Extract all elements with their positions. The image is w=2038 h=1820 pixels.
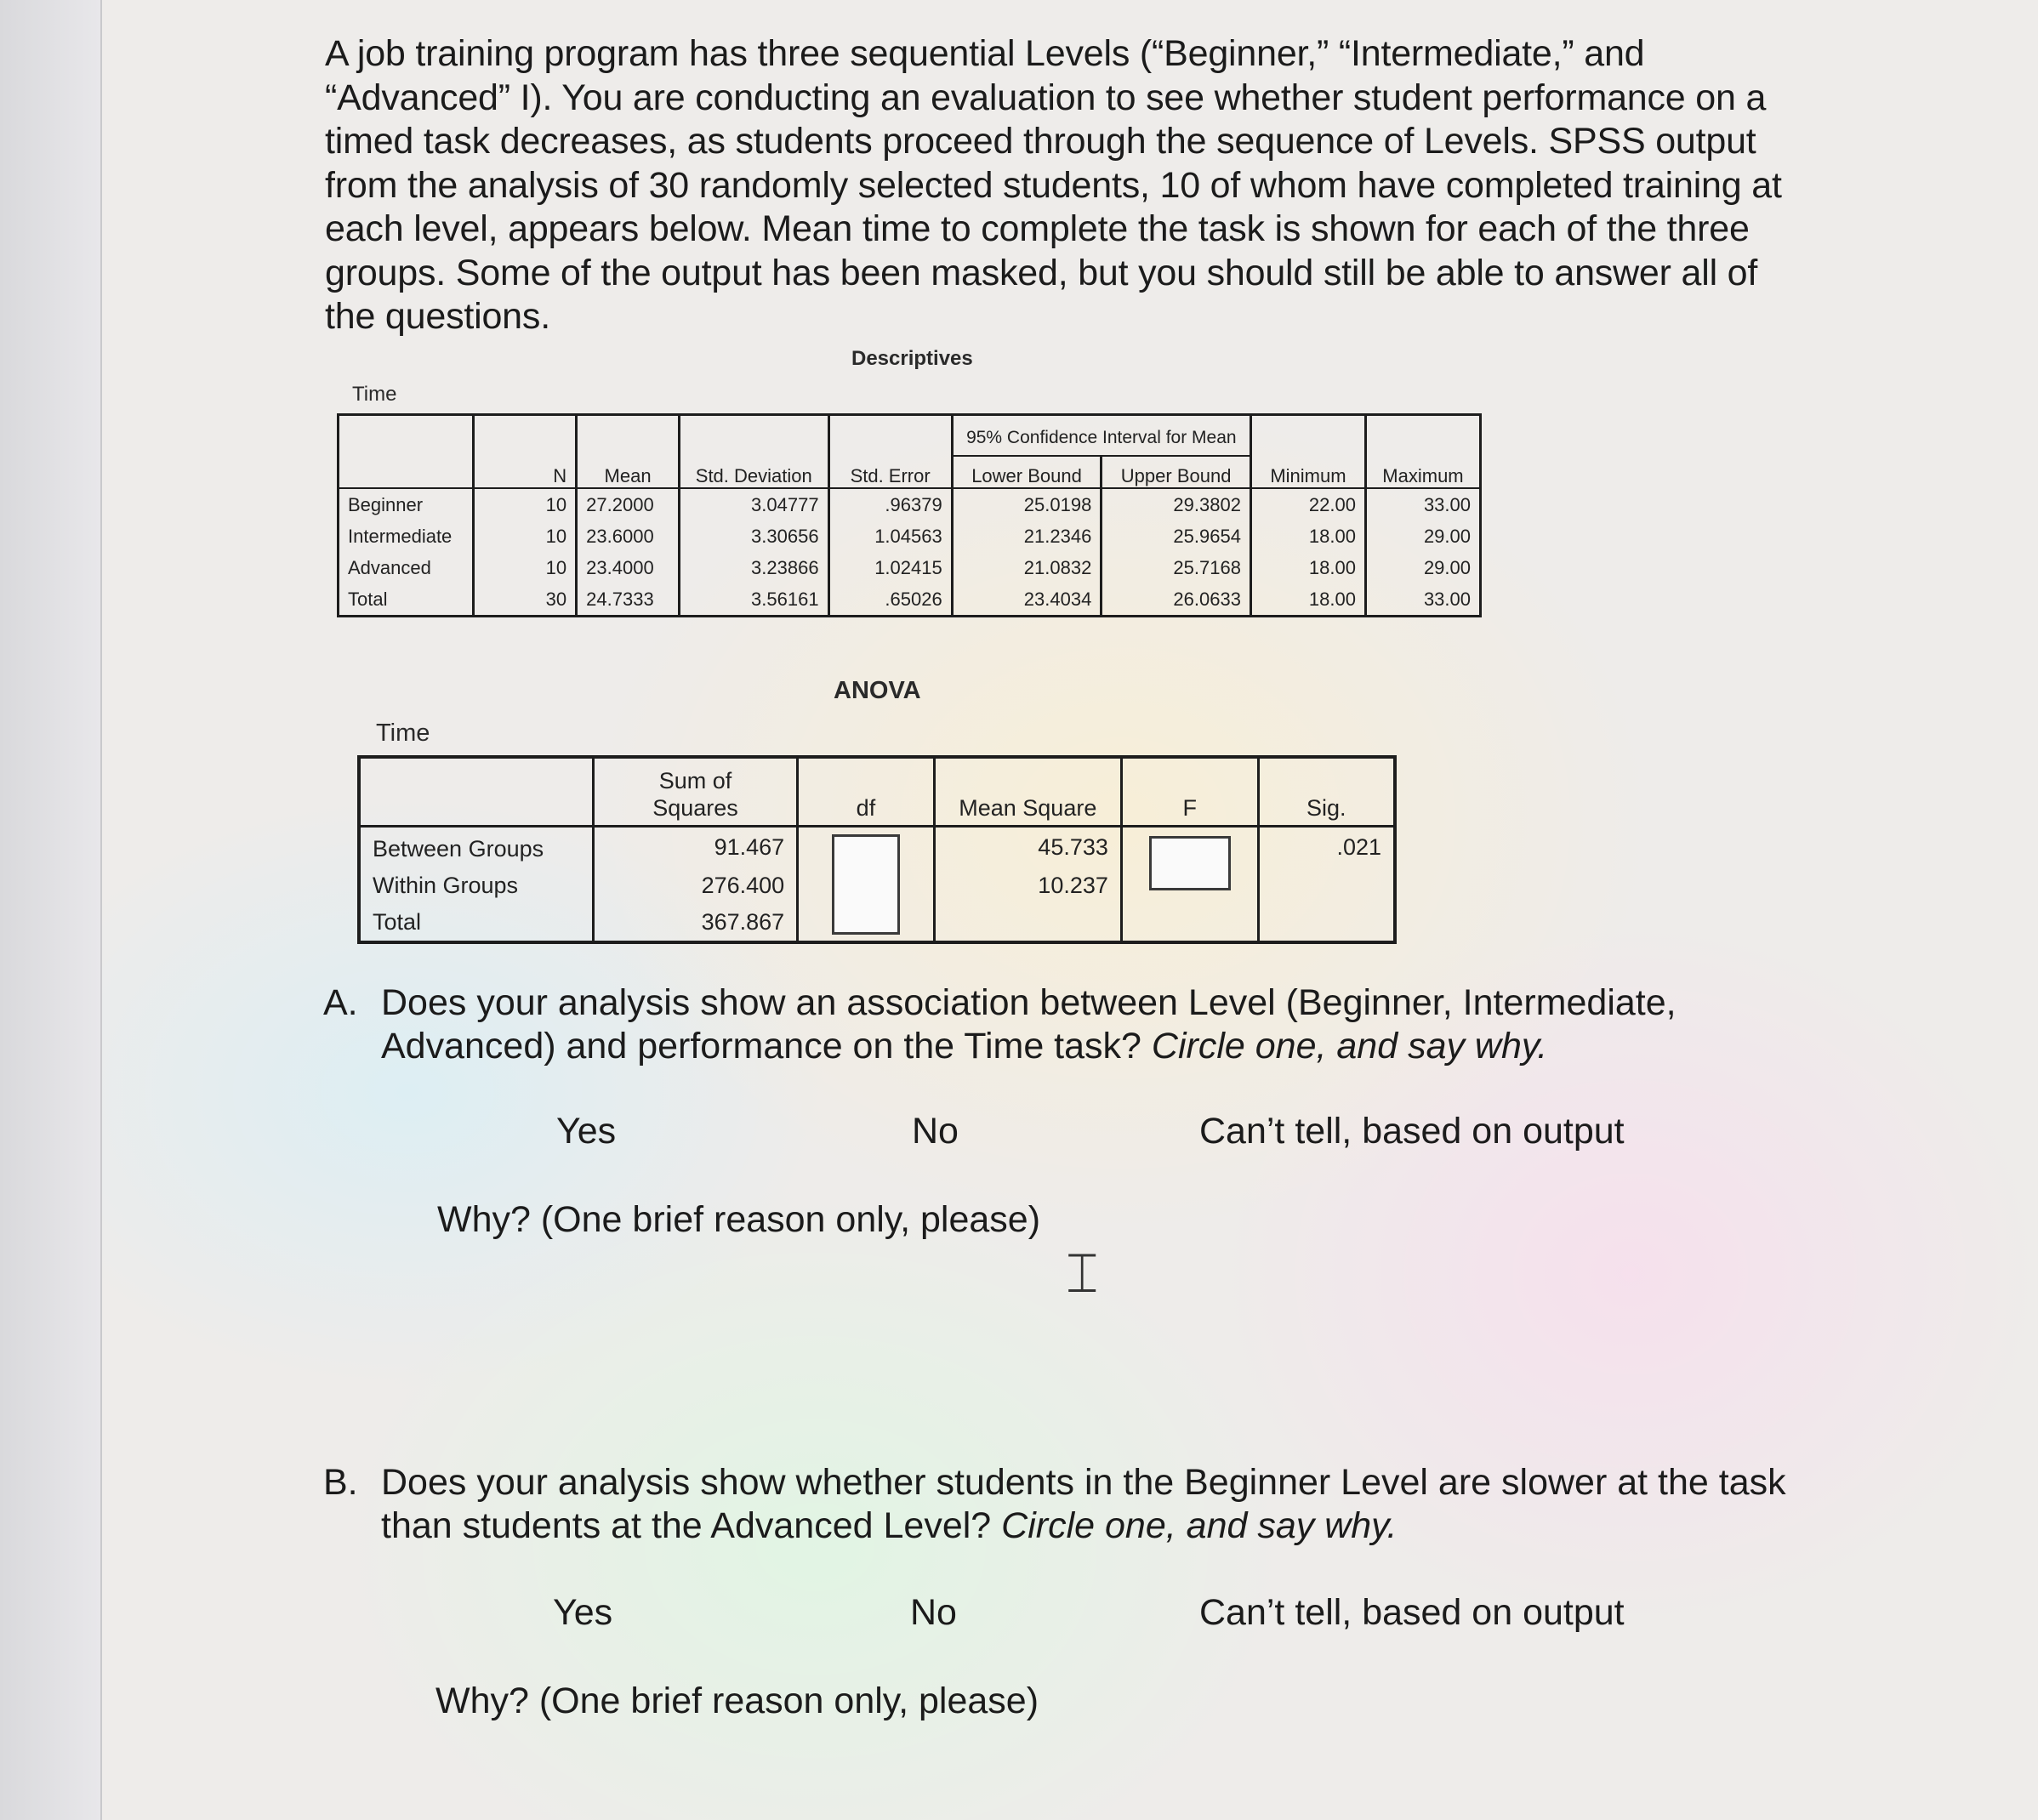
descriptives-table bbox=[337, 413, 1482, 617]
anova-title: ANOVA bbox=[834, 677, 921, 704]
question-b-choice-yes[interactable]: Yes bbox=[553, 1592, 613, 1633]
col-lower-bound: Lower Bound bbox=[971, 465, 1082, 486]
question-a bbox=[323, 981, 1786, 1068]
anova-variable-label: Time bbox=[376, 719, 430, 747]
col-f: F bbox=[1182, 795, 1197, 821]
masked-f-box bbox=[1149, 836, 1231, 890]
col-maximum: Maximum bbox=[1382, 465, 1464, 486]
col-sum-of-squares: Sum of Squares bbox=[652, 768, 738, 821]
table-row: Beginner 10 27.2000 3.04777 .96379 25.0198 29.3802 22.00 33.00 bbox=[339, 488, 1481, 520]
table-row: Total 30 24.7333 3.56161 .65026 23.4034 26.0633 18.00 33.00 bbox=[339, 583, 1481, 617]
question-a-why-prompt: Why? (One brief reason only, please) bbox=[437, 1199, 1041, 1240]
question-b-choice-no[interactable]: No bbox=[910, 1592, 957, 1633]
col-upper-bound: Upper Bound bbox=[1120, 465, 1232, 486]
col-std-error: Std. Error bbox=[850, 465, 931, 486]
question-a-instruction: Circle one, and say why. bbox=[1151, 1026, 1548, 1066]
table-row: Between Groups 91.467 45.733 .021 bbox=[359, 827, 1395, 868]
question-a-letter: A. bbox=[323, 982, 358, 1023]
question-b-instruction: Circle one, and say why. bbox=[1001, 1505, 1398, 1546]
question-a-choice-no[interactable]: No bbox=[912, 1111, 959, 1152]
question-b-letter: B. bbox=[323, 1462, 358, 1503]
question-a-choice-cant-tell[interactable]: Can’t tell, based on output bbox=[1199, 1111, 1625, 1152]
ci-header: 95% Confidence Interval for Mean bbox=[966, 428, 1237, 447]
descriptives-title: Descriptives bbox=[851, 347, 973, 370]
masked-df-box bbox=[832, 834, 900, 935]
descriptives-variable-label: Time bbox=[352, 383, 397, 406]
text-cursor-icon: ⌶ bbox=[1066, 1243, 1099, 1305]
table-row: Total 367.867 bbox=[359, 904, 1395, 942]
table-row: Advanced 10 23.4000 3.23866 1.02415 21.0832 25.7168 18.00 29.00 bbox=[339, 552, 1481, 583]
col-mean: Mean bbox=[604, 465, 652, 486]
question-b-text: Does your analysis show whether students in the Beginner Level are slower at the task than students at the Advanced Level? bbox=[381, 1462, 1786, 1546]
col-sig: Sig. bbox=[1306, 795, 1346, 821]
page-edge bbox=[0, 0, 102, 1820]
question-b bbox=[323, 1461, 1786, 1548]
table-row: Intermediate 10 23.6000 3.30656 1.04563 21.2346 25.9654 18.00 29.00 bbox=[339, 520, 1481, 552]
question-a-choice-yes[interactable]: Yes bbox=[556, 1111, 617, 1152]
col-std-deviation: Std. Deviation bbox=[695, 465, 812, 486]
intro-paragraph: A job training program has three sequential Levels (“Beginner,” “Intermediate,” and “Advanced” I). You are conducting an evaluation to see whether student performance on a timed task decreases, as students proceed through the sequence of Levels. SPSS output from the analysis of 30 randomly selected students, 10 of whom have completed training at each level, appears below. Mean time to complete the task is shown for each of the three groups. Some of the output has been masked, but you should still be able to answer all of the questions. bbox=[325, 33, 1782, 337]
question-b-why-prompt: Why? (One brief reason only, please) bbox=[435, 1681, 1039, 1721]
table-row: Within Groups 276.400 10.237 bbox=[359, 867, 1395, 904]
col-minimum: Minimum bbox=[1270, 465, 1346, 486]
anova-table bbox=[357, 755, 1397, 944]
col-df: df bbox=[856, 795, 876, 821]
col-n: N bbox=[553, 465, 567, 486]
col-mean-square: Mean Square bbox=[959, 795, 1097, 821]
question-b-choice-cant-tell[interactable]: Can’t tell, based on output bbox=[1199, 1592, 1625, 1633]
question-a-text: Does your analysis show an association between Level (Beginner, Intermediate, Advanced) and performance on the Time task? bbox=[381, 982, 1677, 1066]
